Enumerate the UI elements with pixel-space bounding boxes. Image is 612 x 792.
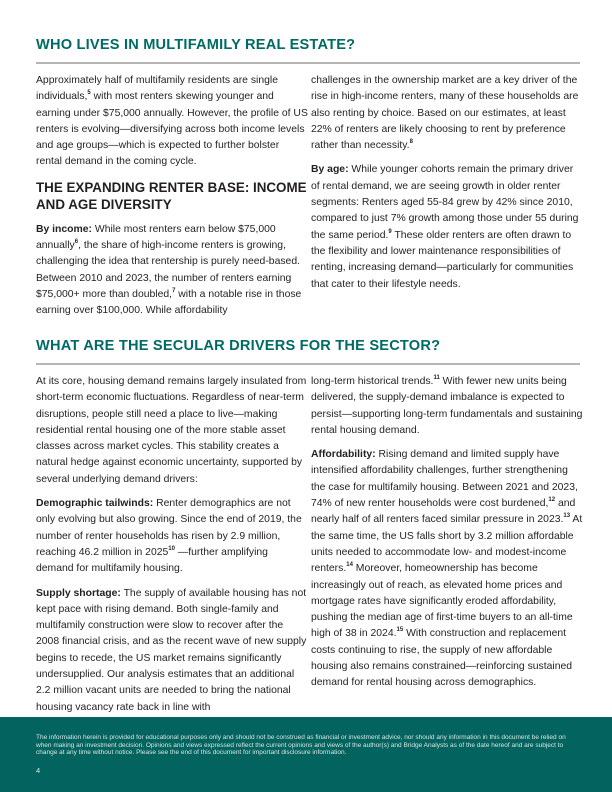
divider	[36, 363, 580, 365]
paragraph-text: long-term historical trends.	[311, 376, 434, 387]
section-heading-who-lives: WHO LIVES IN MULTIFAMILY REAL ESTATE?	[36, 37, 356, 53]
paragraph	[36, 496, 308, 577]
footnote-ref: 9	[388, 228, 392, 235]
paragraph	[311, 447, 583, 691]
paragraph-text: At the same time, the US falls short by 3.2 million affordable units needed to accommodate low- and modest-income renters.	[311, 514, 583, 575]
footnote-ref: 8	[409, 139, 413, 146]
page-number: 4	[36, 766, 41, 775]
paragraph-text: with a notable rise in those earning over $100,000. While affordability	[36, 288, 302, 317]
paragraph	[36, 73, 308, 171]
paragraph-text: , the share of high-income renters is growing, challenging the idea that rentership is purely need-based. Between 2010 and 2023, the number of renters earning $75,000+ more than doubled,	[36, 240, 300, 300]
paragraph-text: and nearly half of all renters faced similar pressure in 2023.	[311, 498, 576, 526]
paragraph-text: Renter demographics are not only evolving but also growing. Since the end of 2019, the number of renter households has risen by 2.9 million, reaching 46.2 million in 2025	[36, 498, 302, 558]
footnote-ref: 13	[563, 513, 571, 520]
footnote-ref: 5	[87, 90, 91, 97]
footnote-ref: 11	[433, 375, 440, 381]
paragraph-text: While most renters earn below $75,000 annually	[36, 223, 276, 252]
paragraph-text: challenges in the ownership market are a key driver of the rise in high-income renters, many of these households are also renting by choice. Based on our estimates, at least 22% of renters are likely choosing to rent by preference rather than necessity.	[311, 75, 579, 152]
paragraph-text: The supply of available housing has not kept pace with rising demand. Both single-family and multifamily construction were slow to recover after the 2008 financial crisis, and as the recent wave of new supply begins to recede, the US market remains significantly undersupplied. Our analysis estimates that an additional 2.2 million vacant units are needed to bring the national housing vacancy rate back in line with	[36, 587, 307, 713]
footnote-ref: 15	[396, 627, 404, 634]
footer	[0, 717, 612, 792]
paragraph-text: Approximately half of multifamily residents are single individuals,	[36, 75, 278, 103]
footnote-ref: 7	[172, 287, 176, 294]
section1-right-column	[311, 73, 583, 301]
paragraph	[36, 374, 308, 488]
paragraph-text: with most renters skewing younger and earning under $75,000 annually. However, the profile of US renters is evolving—diversifying across both income levels and age groups—which is expected to further bolster rental demand in the coming cycle.	[36, 91, 308, 168]
footnote-ref: 6	[74, 239, 79, 246]
paragraph-text: Rising demand and limited supply have intensified affordability challenges, further strengthening the case for multifamily housing. Between 2021 and 2023, 74% of new renter households were cost burdened,	[311, 449, 578, 510]
paragraph-text: With construction and replacement costs continuing to rise, the supply of new affordable housing also remains constrained—reinforcing sustained demand for rental housing across demographics.	[311, 628, 573, 689]
subheading: THE EXPANDING RENTER BASE: INCOME AND AGE DIVERSITY	[36, 179, 307, 212]
paragraph	[36, 222, 308, 320]
paragraph-lead: Demographic tailwinds:	[36, 498, 154, 510]
footnote-ref: 12	[548, 497, 556, 504]
paragraph-text: With fewer new units being delivered, the supply-demand imbalance is expected to persist—supporting long-term fundamentals and sustaining rental housing demand.	[311, 376, 583, 436]
paragraph-text: —further amplifying demand for multifamily housing.	[36, 546, 268, 575]
paragraph-lead: By income:	[36, 223, 93, 235]
paragraph-lead: By age:	[311, 164, 349, 176]
paragraph	[311, 374, 583, 439]
paragraph-text: These older renters are often drawn to the flexibility and lower maintenance responsibilities of renting, increasing demand—particularly for communities that cater to their lifestyle needs.	[311, 229, 574, 290]
divider	[36, 62, 580, 64]
section-heading-secular-drivers: WHAT ARE THE SECULAR DRIVERS FOR THE SECTOR?	[36, 338, 441, 354]
paragraph-text: At its core, housing demand remains largely insulated from short-term economic fluctuations. Regardless of near-term disruptions, people still need a place to live—making residential rental housing one of the more stable asset classes across market cycles. This stability creates a natural hedge against economic uncertainty, supported by several underlying demand drivers:	[36, 376, 307, 485]
paragraph-text: Moreover, homeownership has become increasingly out of reach, as elevated home prices and mortgage rates have significantly eroded affordability, pushing the median age of first-time buyers to an all-time high of 38 in 2024.	[311, 563, 573, 640]
section1-left-column	[36, 73, 308, 328]
section2-right-column	[311, 374, 583, 700]
paragraph	[311, 73, 583, 154]
disclaimer-text: The information herein is provided for educational purposes only and should not be construed as financial or investment advice, nor should any information in this document be relied on when making an investment decision. Opinions and views expressed reflect the current opinions and views of the author(s) and Bridge Analysts as of the date hereof and are subject to change at any time without notice. Please see the end of this document for important disclosure information.	[36, 734, 566, 757]
paragraph	[311, 162, 583, 292]
paragraph-text: While younger cohorts remain the primary driver of rental demand, we are seeing growth in older renter segments: Renters aged 55-84 grew by 42% since 2010, compared to just 7% growth among those under 55 during the same period.	[311, 164, 579, 241]
paragraph-lead: Supply shortage:	[36, 587, 121, 599]
section2-left-column	[36, 374, 308, 724]
footnote-ref: 10	[168, 545, 175, 552]
paragraph-lead: Affordability:	[311, 449, 376, 461]
paragraph	[36, 586, 308, 716]
footnote-ref: 14	[346, 562, 353, 569]
